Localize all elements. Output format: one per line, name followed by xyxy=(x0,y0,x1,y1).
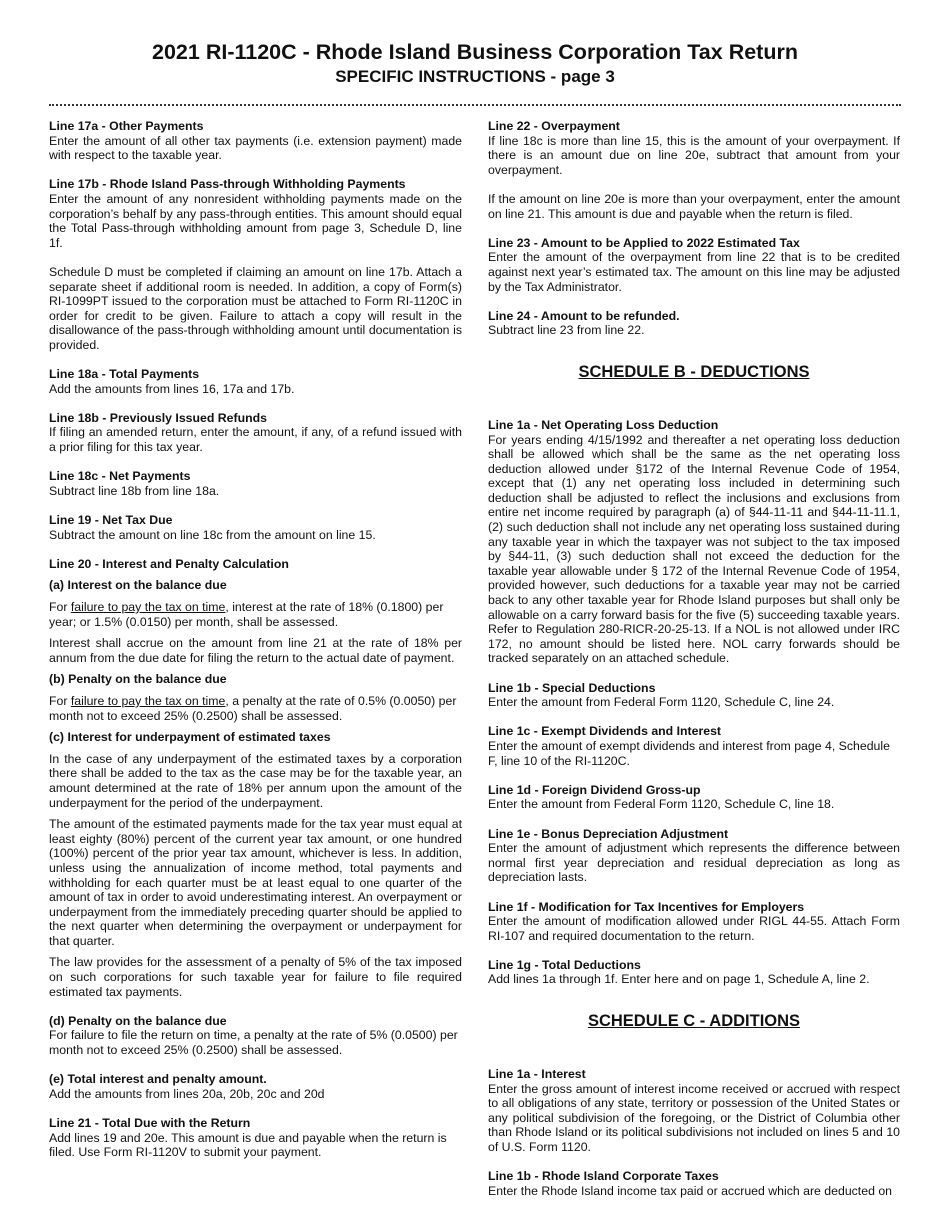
page-subtitle: SPECIFIC INSTRUCTIONS - page 3 xyxy=(335,67,615,86)
subheading-20c: (c) Interest for underpayment of estimated taxes xyxy=(49,730,331,745)
section-line-18a xyxy=(49,367,462,396)
section-body: Enter the amount of modification allowed under RIGL 44-55. Attach Form RI-107 and required documentation to the return. xyxy=(488,914,900,943)
subheading-20b: (b) Penalty on the balance due xyxy=(49,672,227,687)
section-body: Subtract the amount on line 18c from the amount on line 15. xyxy=(49,527,376,542)
section-body: Subtract line 23 from line 22. xyxy=(488,323,645,338)
subheading-20a: (a) Interest on the balance due xyxy=(49,578,227,593)
section-line-18c xyxy=(49,469,462,498)
schedule-b-line-1a xyxy=(488,418,900,666)
section-body: Enter the amount from Federal Form 1120, Schedule C, line 18. xyxy=(488,797,835,812)
section-heading: Line 22 - Overpayment xyxy=(488,119,620,133)
section-heading: Line 1f - Modification for Tax Incentives for Employers xyxy=(488,899,805,914)
right-column xyxy=(488,119,900,1213)
schedule-b-line-1c xyxy=(488,724,900,768)
section-heading: Line 17a - Other Payments xyxy=(49,119,204,133)
schedule-d-note: Schedule D must be completed if claiming an amount on line 17b. Attach a separate sheet if additional room is needed. In addition, a copy of Form(s) RI-1099PT issued to the corporation must be attached to Form RI-1120C in order for credit to be given. Failure to attach a copy will result in the disallowance of the pass-through withholding amount until documentation is provided. xyxy=(49,264,462,352)
underlined-text: failure to pay the tax on time xyxy=(70,693,226,708)
section-line-19 xyxy=(49,513,462,542)
section-heading: Line 21 - Total Due with the Return xyxy=(49,1116,251,1130)
section-heading: Line 1b - Rhode Island Corporate Taxes xyxy=(488,1169,719,1184)
schedule-b-line-1d xyxy=(488,783,900,812)
underlined-text: failure to pay the tax on time xyxy=(70,600,226,614)
section-line-17a xyxy=(49,119,462,163)
section-line-22 xyxy=(488,119,900,177)
section-heading: Line 17b - Rhode Island Pass-through Withholding Payments xyxy=(49,177,406,192)
section-line-24 xyxy=(488,309,900,338)
section-body: Enter the amount from Federal Form 1120, Schedule C, line 24. xyxy=(488,695,835,710)
section-heading: Line 1d - Foreign Dividend Gross-up xyxy=(488,782,701,797)
subheading-20d: (d) Penalty on the balance due xyxy=(49,1013,227,1028)
para-20a-2: Interest shall accrue on the amount from line 21 at the rate of 18% per annum from the due date for filing the return to the actual date of payment. xyxy=(49,636,462,665)
section-heading: Line 1c - Exempt Dividends and Interest xyxy=(488,724,722,739)
section-line-20e xyxy=(49,1072,462,1101)
section-heading: Line 1e - Bonus Depreciation Adjustment xyxy=(488,826,729,841)
schedule-b-line-1e xyxy=(488,827,900,885)
para-20e: Add the amounts from lines 20a, 20b, 20c and 20d xyxy=(49,1086,325,1101)
subheading-20e: (e) Total interest and penalty amount. xyxy=(49,1072,267,1087)
section-heading: Line 23 - Amount to be Applied to 2022 Estimated Tax xyxy=(488,235,800,250)
section-heading: Line 18a - Total Payments xyxy=(49,367,200,382)
para-20c-2: The amount of the estimated payments made for the tax year must equal at least eighty (80%) percent of the current year tax amount, or one hundred (100%) percent of the prior year tax amount, whichever is less. In addition, unless using the annualization of income method, total payments and withholding for each quarter must be at least equal to one quarter of the amount of tax in order to avoid underestimating interest. An overpayment or underpayment from the immediately preceding quarter should be applied to the next quarter when determining the overpayment or underpayment for that quarter. xyxy=(49,817,462,948)
left-column xyxy=(49,119,462,1174)
section-body: For years ending 4/15/1992 and thereafter a net operating loss deduction shall be allowed which shall be the same as the net operating loss deduction allowed under §172 of the Internal Revenue Code of 1954, except that (1) any net operating loss included in determining such deduction shall be adjusted to reflect the inclusions and exclusions from entire net income required by paragraph (a) of §44-11-11 and §44-11-11.1, (2) such deduction shall not include any net operating loss sustained during any taxable year in which the taxpayer was not subject to the tax imposed by §44-11, (3) such deduction shall not exceed the deduction for the taxable year allowable under § 172 of the Internal Revenue Code of 1954, provided however, such deductions for a taxable year may not be carried back to any other taxable year for Rhode Island purposes but shall only be allowable on a carry forward basis for the five (5) succeeding taxable years. Refer to Regulation 280-RICR-20-25-13. If a NOL is not allowed under IRC 172, no amount should be listed here. NOL carry forwards should be tracked separately on an attached schedule. xyxy=(488,432,900,666)
text-run: For xyxy=(49,693,71,708)
schedule-b-line-1f xyxy=(488,900,900,944)
section-body: Enter the amount of the overpayment from line 22 that is to be credited against next year’s estimated tax. The amount on this line may be adjusted by the Tax Administrator. xyxy=(488,250,900,294)
dotted-divider xyxy=(49,104,901,106)
section-heading: Line 1b - Special Deductions xyxy=(488,680,656,695)
section-line-17b xyxy=(49,177,462,250)
section-body: Enter the amount of exempt dividends and interest from page 4, Schedule F, line 10 of the RI-1120C. xyxy=(488,738,890,768)
section-body: Enter the Rhode Island income tax paid or accrued which are deducted on xyxy=(488,1183,892,1198)
section-body: Add lines 1a through 1f. Enter here and on page 1, Schedule A, line 2. xyxy=(488,972,870,987)
section-heading: Line 1a - Net Operating Loss Deduction xyxy=(488,417,719,432)
para-20c-3: The law provides for the assessment of a penalty of 5% of the tax imposed on such corporations for such taxable year for failure to file required estimated tax payments. xyxy=(49,955,462,999)
text-run: , a penalty at the rate of 0.5% (0.0050) per month not to exceed 25% (0.2500) shall be assessed. xyxy=(49,693,457,723)
section-body: If filing an amended return, enter the amount, if any, of a refund issued with a prior filing for this tax year. xyxy=(49,425,462,455)
para-20b-1 xyxy=(49,694,462,723)
schedule-c-line-1b xyxy=(488,1169,900,1198)
para-20d: For failure to file the return on time, a penalty at the rate of 5% (0.0500) per month not to exceed 25% (0.2500) shall be assessed. xyxy=(49,1028,458,1058)
schedule-c-line-1a xyxy=(488,1067,900,1155)
section-body: Enter the amount of all other tax payments (i.e. extension payment) made with respect to the taxable year. xyxy=(49,133,462,163)
text-run: , interest at the rate of 18% (0.1800) per year; or 1.5% (0.0150) per month, shall be assessed. xyxy=(49,600,444,629)
section-heading: Line 1g - Total Deductions xyxy=(488,957,641,972)
page-title: 2021 RI-1120C - Rhode Island Business Corporation Tax Return xyxy=(152,40,798,64)
section-body: Add the amounts from lines 16, 17a and 17b. xyxy=(49,381,295,396)
section-line-18b xyxy=(49,411,462,455)
section-line-22-note: If the amount on line 20e is more than your overpayment, enter the amount on line 21. This amount is due and payable when the return is filed. xyxy=(488,191,900,221)
schedule-b-title: SCHEDULE B - DEDUCTIONS xyxy=(578,362,810,381)
section-line-20d xyxy=(49,1014,462,1058)
section-body: Enter the amount of any nonresident withholding payments made on the corporation’s behalf by any pass-through entities. This amount should equal the Total Pass-through withholding amount from page 3, Schedule D, line 1f. xyxy=(49,191,462,250)
schedule-c-title: SCHEDULE C - ADDITIONS xyxy=(587,1012,801,1031)
section-body: Subtract line 18b from line 18a. xyxy=(49,483,220,498)
para-20c-1: In the case of any underpayment of the estimated taxes by a corporation there shall be added to the tax as the case may be for the taxable year, an amount determined at the rate of 18% per annum upon the amount of the underpayment for the period of the underpayment. xyxy=(49,751,462,810)
section-heading: Line 18b - Previously Issued Refunds xyxy=(49,410,267,425)
section-heading: Line 24 - Amount to be refunded. xyxy=(488,308,680,323)
section-heading-line-20: Line 20 - Interest and Penalty Calculation xyxy=(49,556,289,571)
section-body: Add lines 19 and 20e. This amount is due and payable when the return is filed. Use Form RI-1120V to submit your payment. xyxy=(49,1130,447,1160)
section-line-23 xyxy=(488,236,900,294)
para-20a-1 xyxy=(49,600,462,629)
section-body: Enter the amount of adjustment which represents the difference between normal first year depreciation and residual depreciation as long as depreciation lasts. xyxy=(488,841,900,885)
section-heading: Line 1a - Interest xyxy=(488,1067,586,1082)
section-body: If line 18c is more than line 15, this is the amount of your overpayment. If there is an amount due on line 20e, subtract that amount from your overpayment. xyxy=(488,133,900,177)
section-heading: Line 19 - Net Tax Due xyxy=(49,513,173,528)
section-body: Enter the gross amount of interest income received or accrued with respect to all obligations of any state, territory or possession of the United States or any political subdivision of the foregoing, or the District of Columbia other than Rhode Island or its political subdivisions not included on lines 5 and 10 of U.S. Form 1120. xyxy=(488,1081,900,1155)
page-header xyxy=(0,38,950,88)
schedule-b-line-1g xyxy=(488,958,900,987)
section-heading: Line 18c - Net Payments xyxy=(49,469,191,484)
schedule-b-line-1b xyxy=(488,681,900,710)
section-line-21 xyxy=(49,1116,462,1160)
text-run: For xyxy=(49,600,71,614)
